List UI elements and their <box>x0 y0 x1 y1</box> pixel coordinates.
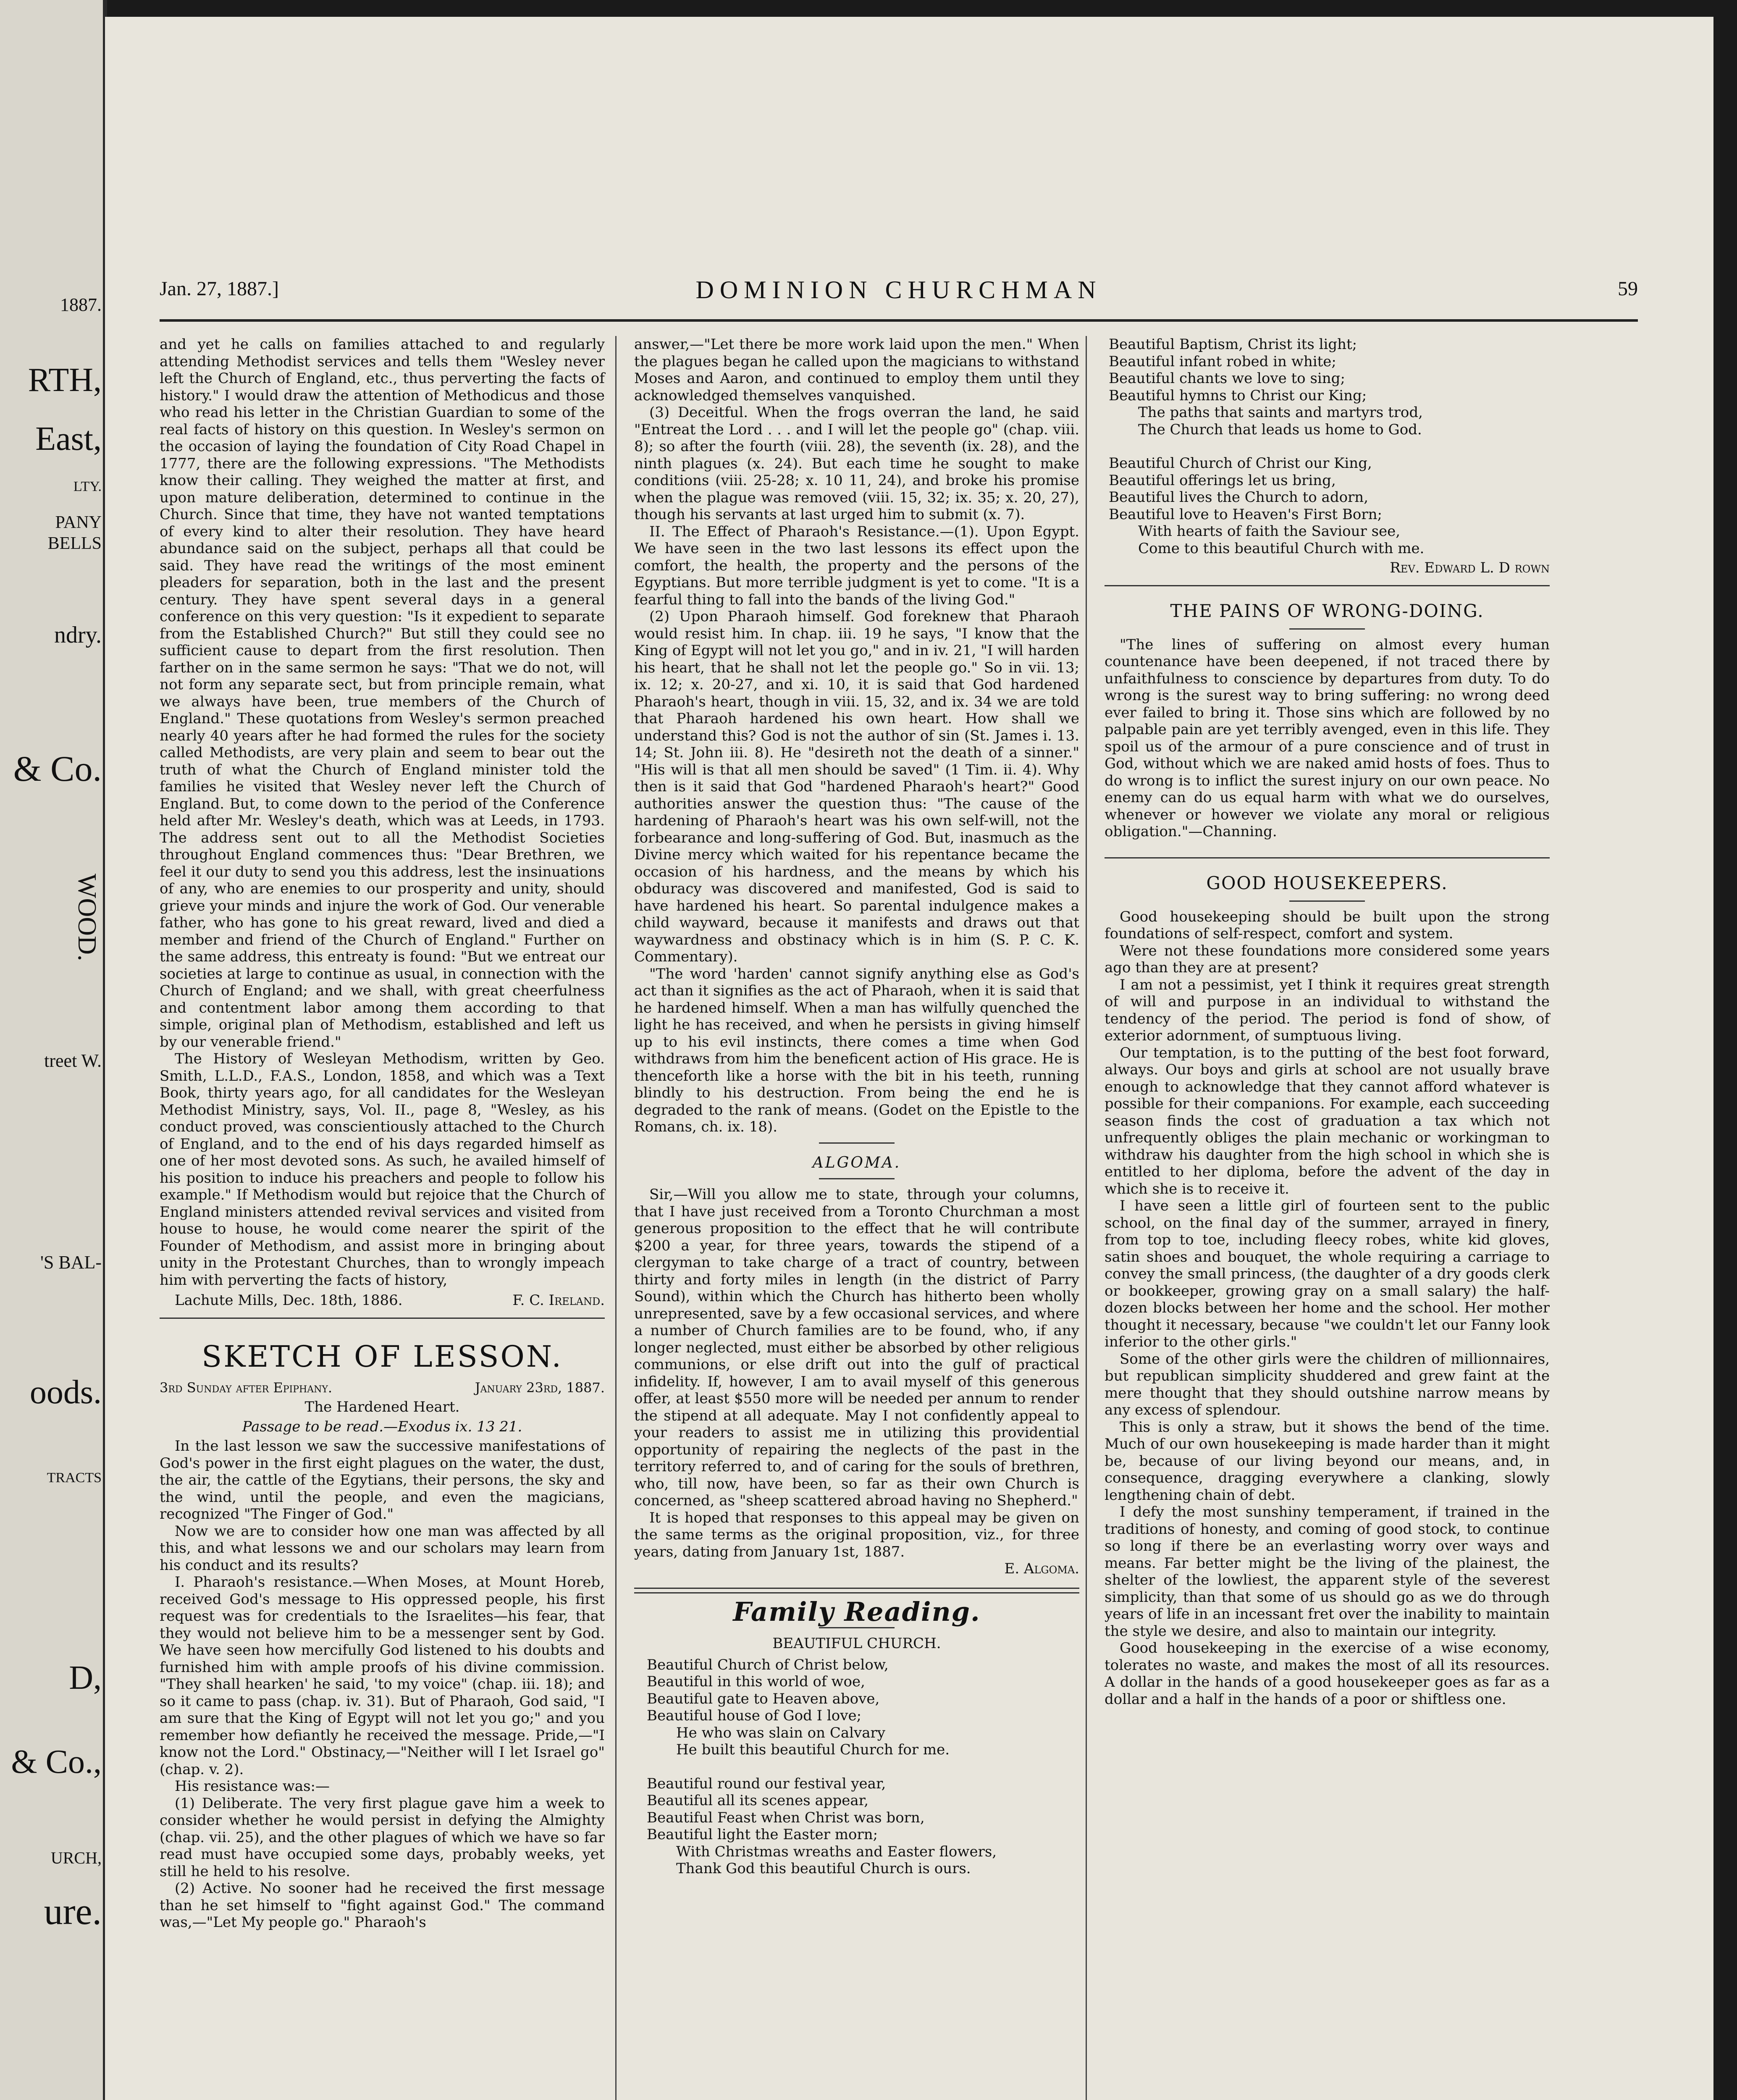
pains-paragraph: "The lines of suffering on almost every human countenance have been deepened, if not traced there by unfaithfulness to conscience by departures from duty. To do wrong is the surest way to bring suffering: no wrong deed ever failed to bring it. Those sins which are followed by no palpable pain are yet terribly avenged, even in this life. They spoil us of the armour of a pure conscience and of trust in God, without which we are naked amid hosts of foes. Thus to do wrong is to inflict the surest injury on our own peace. No enemy can do us equal harm with what we do ourselves, whenever or however we violate any moral or religious obligation."—Channing. <box>1105 636 1550 840</box>
column-2 <box>634 336 1079 1877</box>
column-rule <box>1086 336 1087 2100</box>
signature-place: Lachute Mills, Dec. 18th, 1886. <box>175 1292 403 1309</box>
sketch-title: SKETCH OF LESSON. <box>202 1339 563 1374</box>
column-rule <box>615 336 617 2100</box>
header-rule <box>160 319 1638 322</box>
page-number: 59 <box>1618 278 1638 300</box>
facing-page-edge <box>0 0 105 2100</box>
housekeepers-paragraph: Some of the other girls were the children of millionnaires, but republican simplicity shuddered and grew faint at the mere thought that they should outshine narrow means by any excess of splendour. <box>1105 1350 1550 1418</box>
edge-fragment: & Co., <box>11 1743 102 1780</box>
sketch-dateline <box>160 1379 605 1396</box>
poem-line: He built this beautiful Church for me. <box>676 1741 950 1758</box>
edge-fragment: ndry. <box>54 622 102 648</box>
section-rule <box>1105 857 1550 858</box>
poem-title: BEAUTIFUL CHURCH. <box>772 1635 941 1652</box>
masthead: DOMINION CHURCHMAN <box>695 276 1102 304</box>
poem-line: The paths that saints and martyrs trod, <box>1138 404 1423 421</box>
housekeepers-paragraph: Good housekeeping in the exercise of a wise economy, tolerates no waste, and makes the most of all its resources. A dollar in the hands of a good housekeeper goes as far as a dollar and a half in the hands of a poor or shiftless one. <box>1105 1640 1550 1708</box>
edge-fragment: oods. <box>29 1374 102 1411</box>
sketch-sunday: 3rd Sunday after Epiphany. <box>160 1379 333 1396</box>
poem-line: He who was slain on Calvary <box>676 1724 885 1741</box>
sketch-paragraph: In the last lesson we saw the successive manifestations of God's power in the first eight plagues on the water, the dust, the air, the cattle of the Egytians, their persons, the sky and the wind, until the people, and even the magicians, recognized "The Finger of God." <box>160 1438 605 1522</box>
sketch-paragraph: (2) Active. No sooner had he received the first message than he set himself to "fight against God." The command was,—"Let My people go." Pharaoh's <box>160 1880 605 1931</box>
poem-line: Beautiful offerings let us bring, <box>1109 472 1336 489</box>
housekeepers-paragraph: Our temptation, is to the putting of the best foot forward, always. Our boys and girls at school are not usually brave enough to acknowledge that they cannot afford whatever is possible for their companions. For example, each succeeding season finds the cost of graduation a tax which not unfrequently obliges the plain mechanic or workingman to withdraw his daughter from the high school in which she is entitled to her diploma, before the advent of the day in which she is to receive it. <box>1105 1044 1550 1197</box>
section-rule <box>634 1588 1079 1593</box>
section-rule <box>160 1318 605 1319</box>
poem-line: Come to this beautiful Church with me. <box>1138 540 1425 557</box>
housekeepers-paragraph: I defy the most sunshiny temperament, if trained in the traditions of honesty, and coming of good stock, to continue so long if there be an everlasting worry over ways and means. Far better might be the living of the plainest, the shelter of the lowliest, the apparent style of the severest simplicity, than that some of us should go as we do through years of life in an incessant fret over the inability to maintain the style we desire, and also to maintain our integrity. <box>1105 1504 1550 1640</box>
sketch-paragraph: II. The Effect of Pharaoh's Resistance.—(1). Upon Egypt. We have seen in the two last lessons its effect upon the comfort, the health, the property and the persons of the Egyptians. But more terrible judgment is yet to come. "It is a fearful thing to fall into the bands of the living God." <box>634 523 1079 608</box>
poem-line: With Christmas wreaths and Easter flowers, <box>676 1843 997 1860</box>
algoma-paragraph: It is hoped that responses to this appeal may be given on the same terms as the original proposition, viz., for three years, dating from January 1st, 1887. <box>634 1509 1079 1560</box>
poem-stanza <box>1105 336 1550 438</box>
sketch-subject: The Hardened Heart. <box>304 1399 460 1415</box>
poem-line: Beautiful Church of Christ below, <box>647 1656 889 1673</box>
issue-date: Jan. 27, 1887.] <box>160 278 279 300</box>
poem-line: With hearts of faith the Saviour see, <box>1138 523 1401 540</box>
sketch-paragraph: "The word 'harden' cannot signify anything else as God's act than it signifies as the act of Pharaoh, when it is said that he hardened himself. When a man has wilfully quenched the light he has received, and when he persists in giving himself up to his evil instincts, there comes a time when God withdraws from him the beneficent action of His grace. He is thenceforth like a horse with the bit in his teeth, running blindly to his destruction. From being the end he is degraded to the rank of means. (Godet on the Epistle to the Romans, ch. ix. 18). <box>634 965 1079 1135</box>
sketch-paragraph: I. Pharaoh's resistance.—When Moses, at Mount Horeb, received God's message to His oppressed people, his first request was for credentials to the Israelites—his fear, that they would not believe him to be a messenger sent by God. We have seen how mercifully God listened to his doubts and furnished him with ample proofs of his divine commission. "They shall hearken' he said, 'to my voice" (chap. iii. 18); and so it came to pass (chap. iv. 31). But of Pharaoh, God said, "I am sure that the King of Egypt will not let you go;" and you remember how defiantly he received the message. Pride,—"I know not the Lord." Obstinacy,—"Neither will I let Israel go" (chap. v. 2). <box>160 1574 605 1778</box>
sketch-paragraph: Now we are to consider how one man was affected by all this, and what lessons we and our scholars may learn from his conduct and its results? <box>160 1522 605 1574</box>
edge-fragment: LTY. <box>73 479 102 494</box>
edge-fragment: BELLS <box>47 534 102 553</box>
section-rule <box>1105 585 1550 586</box>
poem-line: Beautiful all its scenes appear, <box>647 1792 868 1809</box>
poem-stanza <box>1105 455 1550 557</box>
edge-fragment: East, <box>35 420 102 457</box>
edge-fragment: 1887. <box>60 294 102 315</box>
poem-line: Beautiful in this world of woe, <box>647 1673 865 1690</box>
edge-fragment: ure. <box>44 1891 102 1932</box>
algoma-title: ALGOMA. <box>812 1154 901 1171</box>
newspaper-page <box>105 17 1713 2100</box>
sketch-paragraph: (3) Deceitful. When the frogs overran the land, he said "Entreat the Lord . . . and I will let the people go" (chap. viii. 8); so after the fourth (viii. 28), the seventh (ix. 28), and the ninth plagues (x. 24). But each time he sought to make conditions (viii. 25-28; x. 10 11, 24), and broke his promise when the plague was removed (viii. 15, 32; ix. 35; x. 20, 27), though his servants at last urged him to submit (x. 7). <box>634 404 1079 523</box>
housekeepers-paragraph: I am not a pessimist, yet I think it requires great strength of will and purpose in an individual to withstand the tendency of the period. The period is fond of show, of exterior adornment, of sumptuous living. <box>1105 976 1550 1044</box>
poem-stanza <box>634 1656 1079 1759</box>
algoma-signature: E. Algoma. <box>1004 1560 1079 1577</box>
poem-line: Beautiful chants we love to sing; <box>1109 370 1345 387</box>
poem-line: Beautiful Baptism, Christ its light; <box>1109 336 1357 353</box>
pains-title: THE PAINS OF WRONG-DOING. <box>1170 600 1484 621</box>
edge-fragment: 'S BAL- <box>40 1252 102 1273</box>
edge-fragment: RTH, <box>28 362 102 399</box>
sketch-paragraph: answer,—"Let there be more work laid upon the men." When the plagues began he called upon the magicians to withstand Moses and Aaron, and continued to employ them until they acknowledged themselves vanquished. <box>634 336 1079 404</box>
housekeepers-paragraph: This is only a straw, but it shows the bend of the time. Much of our own housekeeping is made harder than it might be, because of our living beyond our means, and, in consequence, dragging everywhere a clanking, slowly lengthening chain of debt. <box>1105 1418 1550 1504</box>
poem-line: Beautiful love to Heaven's First Born; <box>1109 506 1382 523</box>
letter-paragraph: and yet he calls on families attached to and regularly attending Methodist services and tells them "Wesley never left the Church of England, etc., thus perverting the facts of history." I would draw the attention of Methodicus and those who read his letter in the Christian Guardian to some of the real facts of history on this question. In Wesley's sermon on the occasion of laying the foundation of City Road Chapel in 1777, there are the following expressions. "The Methodists know their calling. They weighed the matter at first, and upon mature deliberation, determined to continue in the Church. Since that time, they have not wanted temptations of every kind to alter their resolution. They have heard abundance said on the subject, perhaps all that could be said. They have read the writings of the most eminent pleaders for separation, both in the last and the present century. They have spent several days in a general conference on this very question: "Is it expedient to separate from the Established Church?" But still they could see no sufficient cause to depart from the first resolution. Then farther on in the same sermon he says: "That we do not, will not form any separate sect, but from principle remain, what we always have been, true members of the Church of England." These quotations from Wesley's sermon preached nearly 40 years after he had formed the rules for the society called Methodists, are very plain and seem to bear out the truth of what the Church of England minister told the families he visited that Wesley never left the Church of England. But, to come down to the period of the Conference held after Mr. Wesley's death, which was at Leeds, in 1793. The address sent out to all the Methodist Societies throughout England commences thus: "Dear Brethren, we feel it our duty to send you this address, lest the insinuations of any, who are enemies to our prosperity and unity, should grieve your minds and injure the work of God. Our venerable father, who has gone to his great reward, lived and died a member and friend of the Church of England." Further on the same address, this entreaty is found: "But we entreat our societies at large to continue as usual, in connection with the Church of England; and we shall, with great cheerfulness and contentment labor among them according to that simple, original plan of Methodism, established and left us by our venerable friend." <box>160 336 605 1050</box>
edge-fragment: & Co. <box>13 748 102 789</box>
sketch-paragraph: His resistance was:— <box>175 1778 330 1795</box>
page-header <box>160 277 1638 311</box>
poem-author: Rev. Edward L. D rown <box>1390 559 1550 576</box>
letter-signature <box>160 1292 605 1309</box>
poem-line: The Church that leads us home to God. <box>1138 421 1422 438</box>
housekeepers-paragraph: Good housekeeping should be built upon the strong foundations of self-respect, comfort and system. <box>1105 908 1550 942</box>
housekeepers-paragraph: Were not these foundations more considered some years ago than they are at present? <box>1105 942 1550 976</box>
poem-line: Beautiful infant robed in white; <box>1109 353 1336 370</box>
poem-line: Beautiful light the Easter morn; <box>647 1826 878 1843</box>
edge-fragment: PANY <box>55 513 102 532</box>
edge-fragment: URCH, <box>50 1848 102 1867</box>
section-rule <box>819 1627 895 1628</box>
edge-fragment: TRACTS <box>47 1470 102 1486</box>
sketch-paragraph: (2) Upon Pharaoh himself. God foreknew that Pharaoh would resist him. In chap. iii. 19 he says, "I know that the King of Egypt will not let you go," and in iv. 21, "I will harden his heart, that he shall not let the people go." So in vii. 13; ix. 12; x. 20-27, and xi. 10, it is said that God hardened Pharaoh's heart, though in viii. 15, 32, and ix. 34 we are told that Pharaoh hardened his own heart. How shall we understand this? God is not the author of sin (St. James i. 13. 14; St. John iii. 8). He "desireth not the death of a sinner." "His will is that all men should be saved" (1 Tim. ii. 4). Why then is it said that God "hardened Pharaoh's heart?" Good authorities answer the question thus: "The cause of the hardening of Pharaoh's heart was his own self-will, not the forbearance and long-suffering of God. But, inasmuch as the Divine mercy which waited for his repentance became the occasion of his hardness, and the means by which his obduracy was discovered and manifested, God is said to have hardened his heart. So parental indulgence makes a child wayward, because it manifests and draws out that waywardness and obstinacy which is in him (S. P. C. K. Commentary). <box>634 608 1079 965</box>
housekeepers-paragraph: I have seen a little girl of fourteen sent to the public school, on the final day of the summer, arrayed in finery, from top to toe, including fleecy robes, white kid gloves, satin shoes and bouquet, the whole requiring a carriage to convey the small princess, (the daughter of a dry goods clerk or bookkeeper, growing gray on a small salary) the half-dozen blocks between her home and the school. Her mother thought it necessary, because "we couldn't let our Fanny look inferior to the other girls." <box>1105 1197 1550 1350</box>
poem-line: Beautiful round our festival year, <box>647 1775 886 1792</box>
poem-stanza <box>634 1775 1079 1877</box>
letter-paragraph: The History of Wesleyan Methodism, written by Geo. Smith, L.L.D., F.A.S., London, 1858, and which was a Text Book, thirty years ago, for all candidates for the Wesleyan Methodist Ministry, says, Vol. II., page 8, "Wesley, as his conduct proved, was conscientiously attached to the Church of England, and to the end of his days regarded himself as one of her most devoted sons. As such, he availed himself of his position to induce his preachers and people to follow his example." If Methodism would but rejoice that the Church of England ministers attended revival services and visited from house to house, he would come nearer the spirit of the Founder of Methodism, and assist more in bringing about unity in the Protestant Churches, than to wrongly impeach him with perverting the facts of history, <box>160 1050 605 1289</box>
algoma-paragraph: Sir,—Will you allow me to state, through your columns, that I have just received from a Toronto Churchman a most generous proposition to the effect that he will contribute $200 a year, for three years, towards the stipend of a clergyman to take charge of a tract of country, between thirty and forty miles in length (in the district of Parry Sound), within which the Church has hitherto been wholly unrepresented, save by a few occasional services, and where a number of Church families are to be found, who, if any longer neglected, must either be absorbed by other religious communions, or else drift out into the gulf of practical infidelity. If, however, I am to avail myself of this generous offer, at least $550 more will be needed per annum to render the stipend at all adequate. May I not confidently appeal to your readers to assist me in utilizing this providential opportunity of repairing the neglects of the past in the territory referred to, and of caring for the souls of brethren, who, till now, have been, so far as their own Church is concerned, as "sheep scattered abroad having no Shepherd." <box>634 1186 1079 1509</box>
section-rule <box>1289 628 1365 630</box>
housekeepers-title: GOOD HOUSEKEEPERS. <box>1206 872 1448 893</box>
poem-line: Beautiful Feast when Christ was born, <box>647 1809 925 1826</box>
poem-line: Beautiful hymns to Christ our King; <box>1109 387 1367 404</box>
section-rule <box>819 1142 895 1144</box>
sketch-date: January 23rd, 1887. <box>475 1379 605 1396</box>
poem-line: Thank God this beautiful Church is ours. <box>676 1860 971 1877</box>
column-1 <box>160 336 605 1931</box>
edge-fragment: D, <box>69 1659 102 1696</box>
column-3 <box>1105 336 1550 1708</box>
family-reading-title: Family Reading. <box>733 1596 981 1627</box>
poem-line: Beautiful Church of Christ our King, <box>1109 455 1372 472</box>
signature-name: F. C. Ireland. <box>512 1292 605 1309</box>
poem-line: Beautiful lives the Church to adorn, <box>1109 489 1369 506</box>
edge-fragment: treet W. <box>44 1050 102 1071</box>
section-rule <box>819 1178 895 1179</box>
section-rule <box>1289 900 1365 902</box>
sketch-passage: Passage to be read.—Exodus ix. 13 21. <box>242 1418 522 1435</box>
poem-line: Beautiful house of God I love; <box>647 1707 862 1724</box>
sketch-paragraph: (1) Deliberate. The very first plague gave him a week to consider whether he would persist in defying the Almighty (chap. vii. 25), and the other plagues of which we have so far read must have occupied some days, probably weeks, yet still he held to his resolve. <box>160 1795 605 1880</box>
poem-line: Beautiful gate to Heaven above, <box>647 1690 880 1707</box>
edge-fragment: WOOD. <box>73 874 101 961</box>
